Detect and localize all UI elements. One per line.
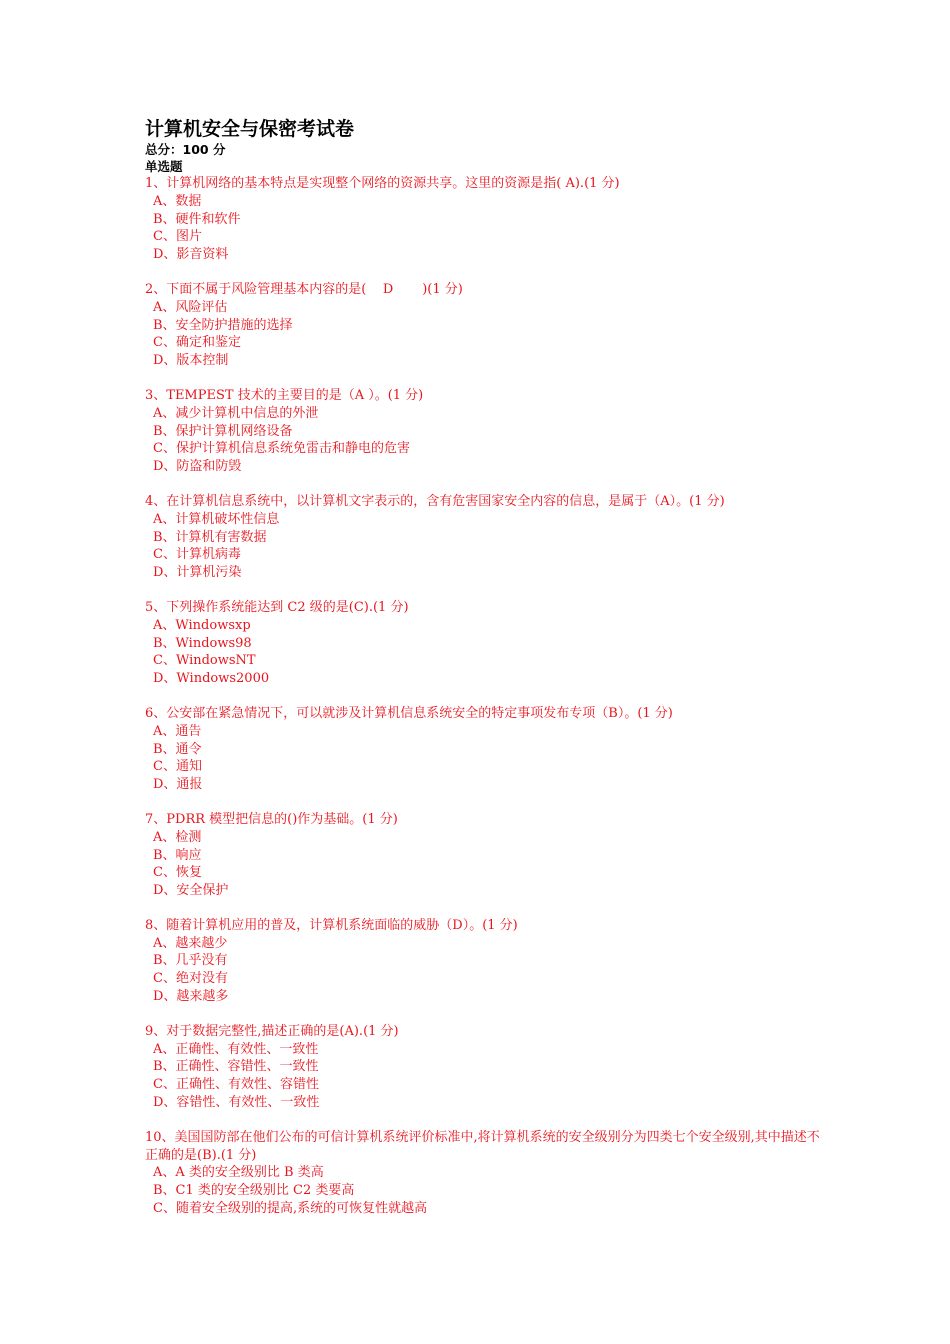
answer-option: D、越来越多 bbox=[153, 989, 229, 1005]
question-item bbox=[145, 281, 825, 370]
option-list bbox=[145, 829, 825, 900]
question-item bbox=[145, 387, 825, 476]
answer-option: C、确定和鉴定 bbox=[153, 335, 241, 351]
answer-option: A、检测 bbox=[153, 829, 202, 845]
answer-option: C、恢复 bbox=[153, 865, 202, 881]
question-item bbox=[145, 175, 825, 264]
answer-option: C、WindowsNT bbox=[153, 653, 256, 669]
answer-option: C、正确性、有效性、容错性 bbox=[153, 1077, 319, 1093]
answer-option: A、A 类的安全级别比 B 类高 bbox=[153, 1165, 324, 1181]
option-list bbox=[145, 617, 825, 688]
answer-option: C、绝对没有 bbox=[153, 971, 228, 987]
question-text: 6、公安部在紧急情况下，可以就涉及计算机信息系统安全的特定事项发布专项（B）。(1 分) bbox=[145, 705, 673, 721]
option-list bbox=[145, 723, 825, 794]
answer-option: B、硬件和软件 bbox=[153, 211, 241, 227]
answer-option: C、随着安全级别的提高,系统的可恢复性就越高 bbox=[153, 1201, 428, 1217]
question-item bbox=[145, 1023, 825, 1112]
question-item bbox=[145, 917, 825, 1006]
option-list bbox=[145, 405, 825, 476]
answer-option: A、越来越少 bbox=[153, 935, 228, 951]
answer-option: B、通令 bbox=[153, 741, 202, 757]
total-score: 总分：100 分 bbox=[145, 142, 226, 157]
question-text: 5、下列操作系统能达到 C2 级的是(C).(1 分) bbox=[145, 599, 409, 615]
question-text: 3、TEMPEST 技术的主要目的是（A ）。(1 分) bbox=[145, 387, 424, 403]
answer-option: A、风险评估 bbox=[153, 299, 228, 315]
answer-option: A、Windowsxp bbox=[153, 617, 251, 633]
option-list bbox=[145, 935, 825, 1006]
answer-option: B、正确性、容错性、一致性 bbox=[153, 1059, 319, 1075]
answer-option: D、防盗和防毁 bbox=[153, 459, 242, 475]
answer-option: B、安全防护措施的选择 bbox=[153, 317, 293, 333]
answer-option: B、几乎没有 bbox=[153, 953, 228, 969]
answer-option: C、通知 bbox=[153, 759, 202, 775]
question-list bbox=[145, 175, 825, 1218]
answer-option: D、安全保护 bbox=[153, 883, 229, 899]
answer-option: A、计算机破坏性信息 bbox=[153, 511, 280, 527]
answer-option: D、版本控制 bbox=[153, 353, 229, 369]
answer-option: B、保护计算机网络设备 bbox=[153, 423, 293, 439]
answer-option: C、保护计算机信息系统免雷击和静电的危害 bbox=[153, 441, 410, 457]
question-item bbox=[145, 493, 825, 582]
answer-option: B、计算机有害数据 bbox=[153, 529, 267, 545]
answer-option: D、Windows2000 bbox=[153, 671, 270, 687]
answer-option: B、Windows98 bbox=[153, 635, 252, 651]
question-item bbox=[145, 705, 825, 794]
exam-title: 计算机安全与保密考试卷 bbox=[145, 118, 355, 140]
exam-page bbox=[145, 117, 825, 1235]
answer-option: D、影音资料 bbox=[153, 247, 229, 263]
answer-option: D、容错性、有效性、一致性 bbox=[153, 1095, 320, 1111]
question-item bbox=[145, 1129, 825, 1218]
answer-option: C、计算机病毒 bbox=[153, 547, 241, 563]
option-list bbox=[145, 299, 825, 370]
question-item bbox=[145, 811, 825, 900]
answer-option: A、通告 bbox=[153, 723, 202, 739]
option-list bbox=[145, 1041, 825, 1112]
answer-option: A、正确性、有效性、一致性 bbox=[153, 1041, 319, 1057]
section-heading: 单选题 bbox=[145, 159, 183, 174]
answer-option: D、通报 bbox=[153, 777, 203, 793]
option-list bbox=[145, 193, 825, 264]
question-item bbox=[145, 599, 825, 688]
question-text: 2、下面不属于风险管理基本内容的是( D )(1 分) bbox=[145, 281, 463, 297]
question-text: 8、随着计算机应用的普及，计算机系统面临的威胁（D）。(1 分) bbox=[145, 917, 518, 933]
answer-option: D、计算机污染 bbox=[153, 565, 242, 581]
question-text: 1、计算机网络的基本特点是实现整个网络的资源共享。这里的资源是指( A).(1 分) bbox=[145, 176, 620, 191]
question-text: 7、PDRR 模型把信息的()作为基础。(1 分) bbox=[145, 811, 398, 827]
answer-option: A、数据 bbox=[153, 193, 202, 209]
question-text: 10、美国国防部在他们公布的可信计算机系统评价标准中,将计算机系统的安全级别分为四类七个安全级别,其中描述不正确的是(B).(1 分) bbox=[145, 1129, 820, 1163]
option-list bbox=[145, 511, 825, 582]
question-text: 9、对于数据完整性,描述正确的是(A).(1 分) bbox=[145, 1023, 399, 1039]
answer-option: A、减少计算机中信息的外泄 bbox=[153, 405, 319, 421]
question-text: 4、在计算机信息系统中，以计算机文字表示的，含有危害国家安全内容的信息，是属于（A）。(1 分) bbox=[145, 493, 725, 509]
answer-option: B、响应 bbox=[153, 847, 202, 863]
option-list bbox=[145, 1164, 825, 1217]
answer-option: B、C1 类的安全级别比 C2 类要高 bbox=[153, 1183, 355, 1199]
answer-option: C、图片 bbox=[153, 229, 202, 245]
